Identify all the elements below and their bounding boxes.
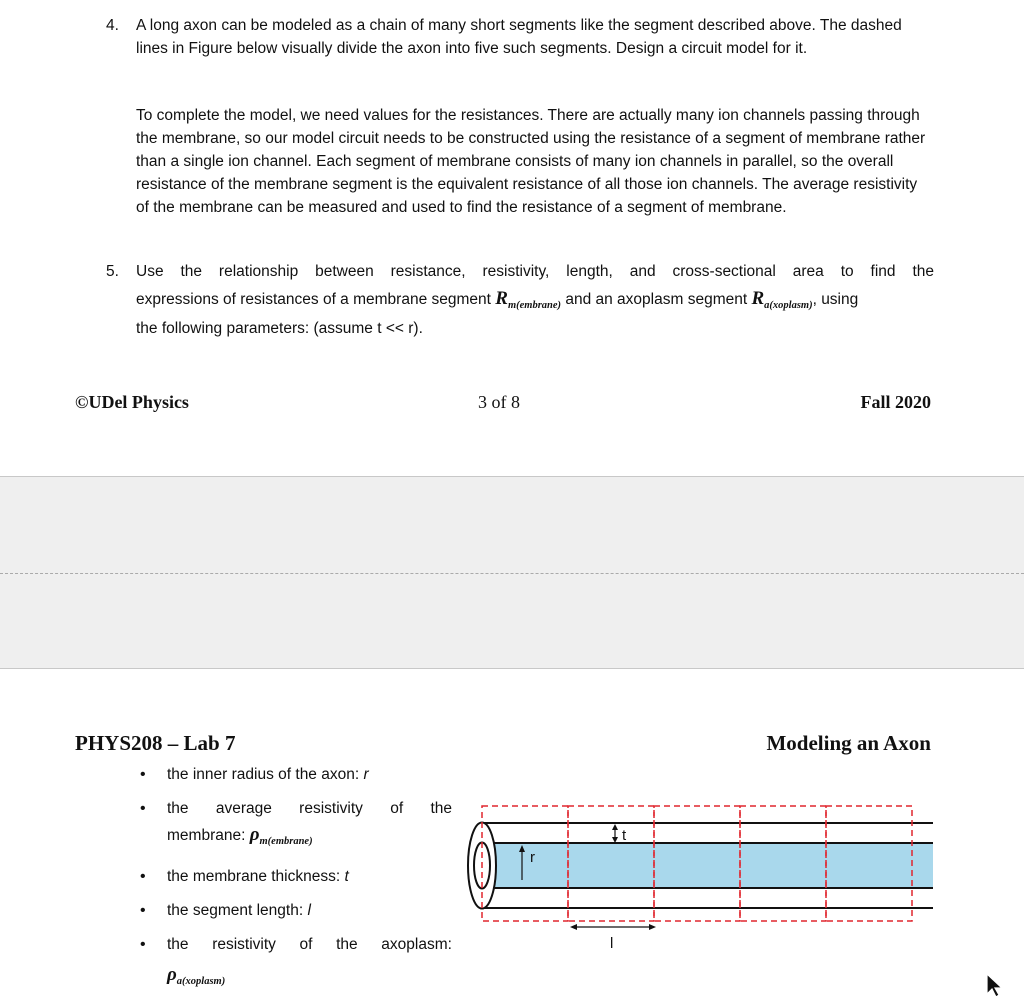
word: of <box>390 800 404 817</box>
param-inner-radius-label: the inner radius of the axon: <box>167 766 364 783</box>
param-axoplasm-resistivity-line2 <box>167 963 225 993</box>
length-arrowhead-right <box>649 924 656 930</box>
axoplasm-fill <box>482 843 933 888</box>
bullet-4: • <box>140 902 146 919</box>
question-5-text-b: and an axoplasm segment <box>565 291 748 308</box>
param-length-var: l <box>307 902 311 919</box>
footer-page-number: 3 of 8 <box>478 392 520 412</box>
word: the <box>430 800 452 817</box>
word: of <box>299 936 313 953</box>
question-4-number: 4. <box>106 17 119 34</box>
r-membrane-symbol: R <box>495 288 508 309</box>
length-label: l <box>610 935 614 952</box>
param-membrane-resistivity-line2 <box>167 823 313 853</box>
rho-axoplasm-subscript: a(xoplasm) <box>176 976 226 987</box>
question-5-text-c: , using <box>812 291 859 308</box>
bullet-3: • <box>140 868 146 885</box>
rho-membrane-symbol: ρ <box>249 824 260 845</box>
axon-figure <box>460 800 940 970</box>
param-thickness-var: t <box>344 868 349 885</box>
footer-right: Fall 2020 <box>860 392 931 412</box>
word: the <box>167 936 189 953</box>
page-break-divider <box>0 573 1024 574</box>
header-left: PHYS208 – Lab 7 <box>75 731 236 755</box>
param-membrane-label: membrane: <box>167 827 246 844</box>
param-inner-radius-var: r <box>363 766 369 783</box>
word: the <box>167 800 189 817</box>
param-thickness-label: the membrane thickness: <box>167 868 345 885</box>
question-5-line-3: the following parameters: (assume t << r). <box>136 320 423 337</box>
mouse-cursor-icon <box>986 973 1006 998</box>
r-axoplasm-symbol: R <box>751 288 765 309</box>
header-right: Modeling an Axon <box>766 731 931 755</box>
param-axoplasm-resistivity-line1 <box>167 933 452 956</box>
question-5-line-1: Use the relationship between resistance, resistivity, length, and cross-sectional area to find the <box>136 263 934 280</box>
question-4 <box>106 14 934 60</box>
param-segment-length <box>167 899 311 922</box>
question-5-line-2 <box>136 287 934 317</box>
radius-label: r <box>530 849 535 866</box>
r-axoplasm-subscript: a(xoplasm) <box>764 300 813 311</box>
param-membrane-thickness <box>167 865 349 888</box>
length-arrowhead-left <box>570 924 577 930</box>
param-membrane-resistivity-line1 <box>167 797 452 820</box>
bullet-2: • <box>140 800 146 817</box>
question-5 <box>106 260 934 283</box>
word: resistivity <box>299 800 363 817</box>
word: average <box>215 800 272 817</box>
rho-axoplasm-symbol: ρ <box>167 964 177 985</box>
param-inner-radius <box>167 763 369 786</box>
bullet-1: • <box>140 766 146 783</box>
word: the <box>336 936 358 953</box>
question-4-text: A long axon can be modeled as a chain of many short segments like the segment described above. The dashed lines in Figure below visually divide the axon into five such segments. Design a circuit model for it. <box>136 17 902 57</box>
rho-membrane-subscript: m(embrane) <box>259 836 313 847</box>
thickness-label: t <box>622 827 627 844</box>
r-membrane-subscript: m(embrane) <box>507 300 562 311</box>
word: axoplasm: <box>381 936 452 953</box>
thickness-arrowhead-up <box>612 824 618 830</box>
question-5-number: 5. <box>106 263 119 280</box>
question-4-paragraph: To complete the model, we need values for the resistances. There are actually many ion channels passing through the membrane, so our model circuit needs to be constructed using the resistance of a segment of membrane rather than a single ion channel. Each segment of membrane consists of many ion channels in parallel, so the overall resistance of the membrane segment is the equivalent resistance of all those ion channels. The average resistivity of the membrane can be measured and used to find the resistance of a segment of membrane. <box>136 107 926 216</box>
param-length-label: the segment length: <box>167 902 308 919</box>
word: resistivity <box>212 936 276 953</box>
question-5-text-a: expressions of resistances of a membrane segment <box>136 291 491 308</box>
footer-left: ©UDel Physics <box>75 392 189 412</box>
bullet-5: • <box>140 936 146 953</box>
